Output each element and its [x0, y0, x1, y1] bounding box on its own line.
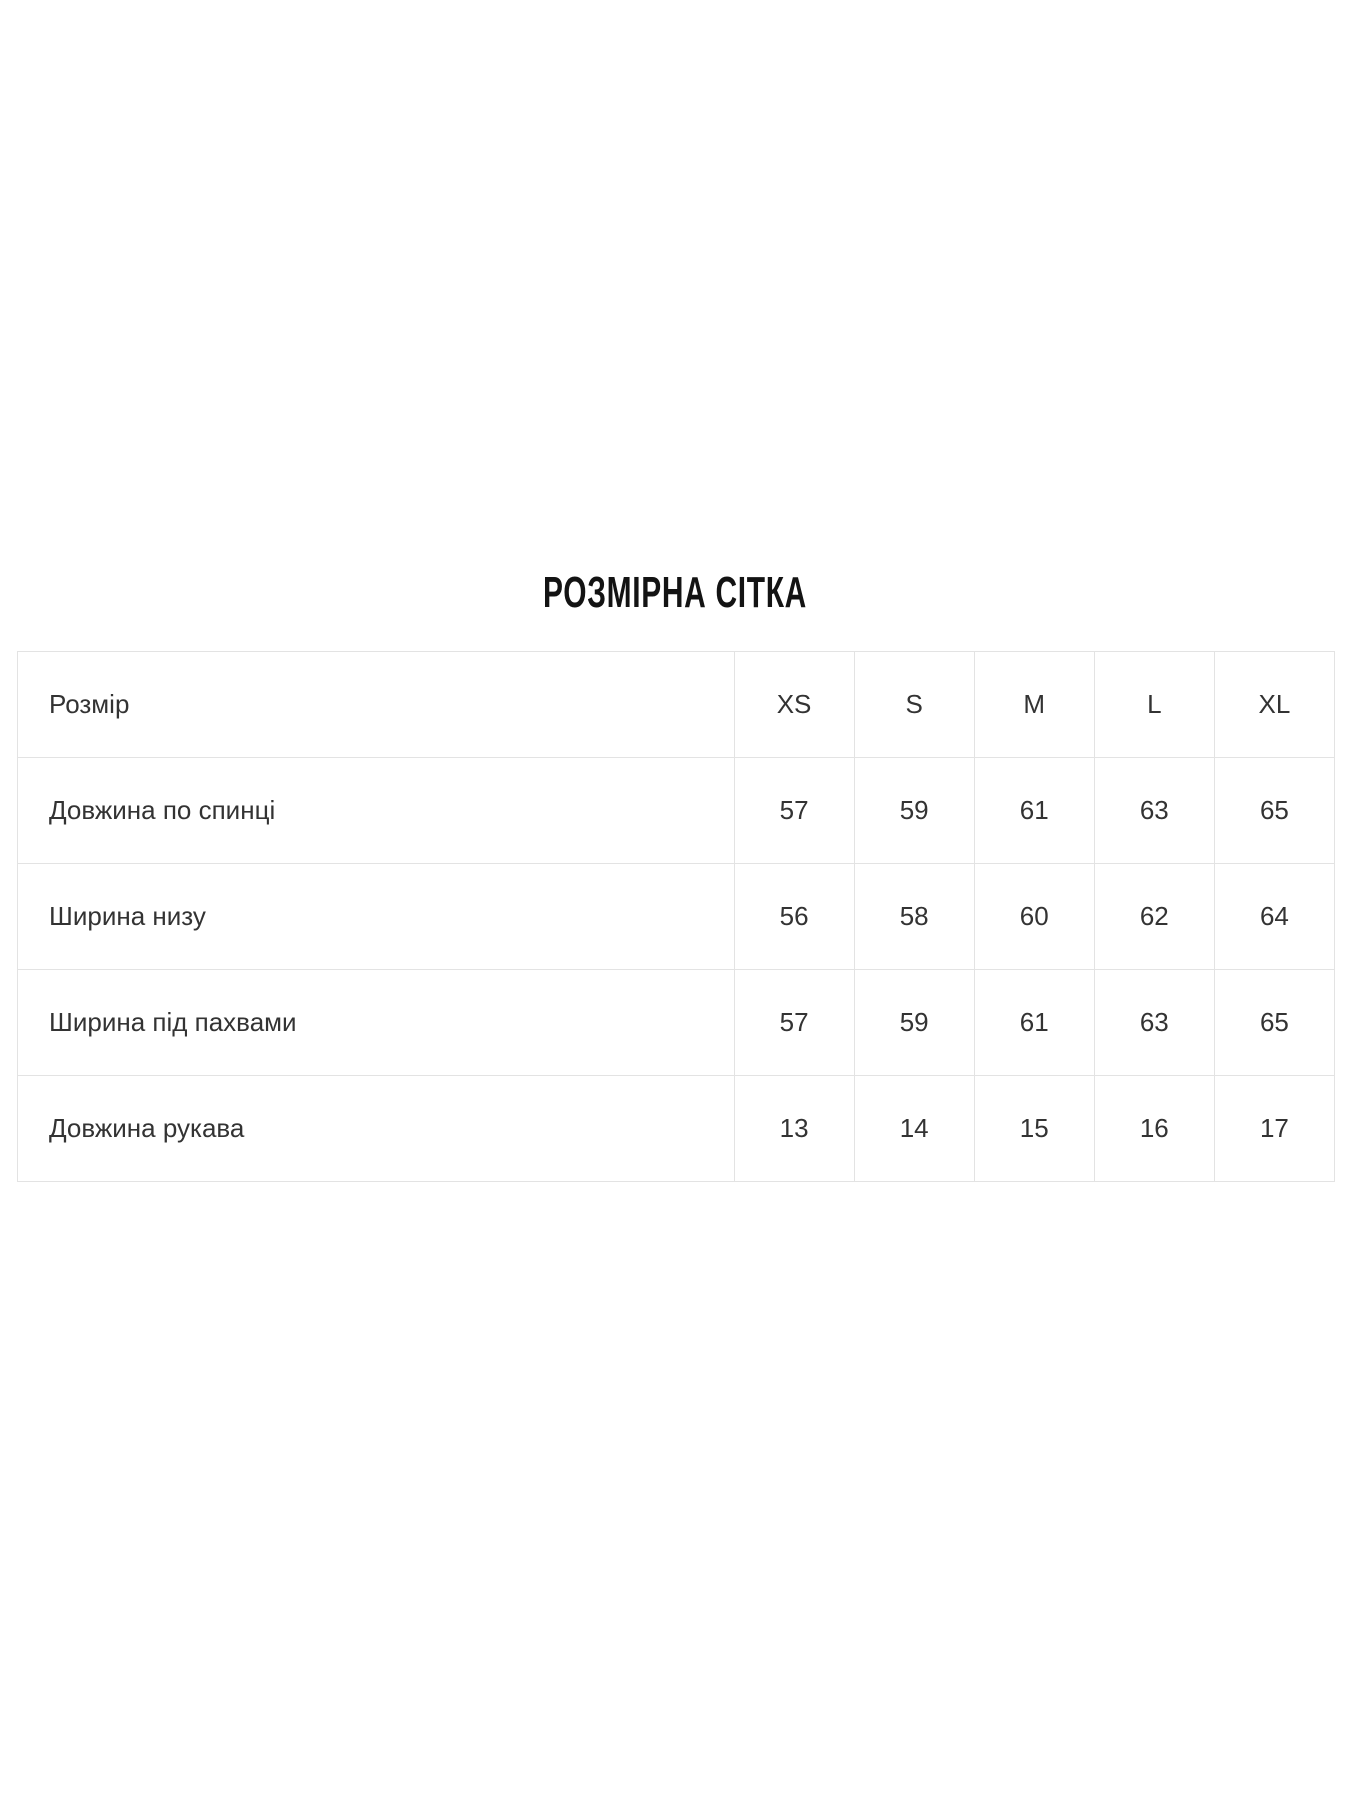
value-cell: 13: [734, 1076, 854, 1182]
value-cell: 15: [974, 1076, 1094, 1182]
value-cell: 56: [734, 864, 854, 970]
value-cell: 59: [854, 758, 974, 864]
value-cell: 59: [854, 970, 974, 1076]
header-size-m: M: [974, 652, 1094, 758]
value-cell: 57: [734, 970, 854, 1076]
value-cell: 17: [1214, 1076, 1334, 1182]
table-row-underarm-width: [18, 970, 1335, 1076]
value-cell: 64: [1214, 864, 1334, 970]
size-chart-table: [17, 651, 1335, 1182]
table-header-row: [18, 652, 1335, 758]
row-label: Довжина рукава: [18, 1076, 735, 1182]
row-label: Ширина під пахвами: [18, 970, 735, 1076]
header-size-l: L: [1094, 652, 1214, 758]
header-measure-label: Розмір: [18, 652, 735, 758]
value-cell: 63: [1094, 758, 1214, 864]
value-cell: 65: [1214, 758, 1334, 864]
header-size-xs: XS: [734, 652, 854, 758]
header-size-xl: XL: [1214, 652, 1334, 758]
value-cell: 57: [734, 758, 854, 864]
value-cell: 14: [854, 1076, 974, 1182]
row-label: Ширина низу: [18, 864, 735, 970]
table-row-back-length: [18, 758, 1335, 864]
value-cell: 61: [974, 970, 1094, 1076]
table-row-bottom-width: [18, 864, 1335, 970]
size-chart-title: РОЗМІРНА СІТКА: [543, 568, 807, 617]
table-row-sleeve-length: [18, 1076, 1335, 1182]
row-label: Довжина по спинці: [18, 758, 735, 864]
value-cell: 16: [1094, 1076, 1214, 1182]
value-cell: 58: [854, 864, 974, 970]
value-cell: 62: [1094, 864, 1214, 970]
value-cell: 63: [1094, 970, 1214, 1076]
value-cell: 61: [974, 758, 1094, 864]
value-cell: 60: [974, 864, 1094, 970]
value-cell: 65: [1214, 970, 1334, 1076]
header-size-s: S: [854, 652, 974, 758]
